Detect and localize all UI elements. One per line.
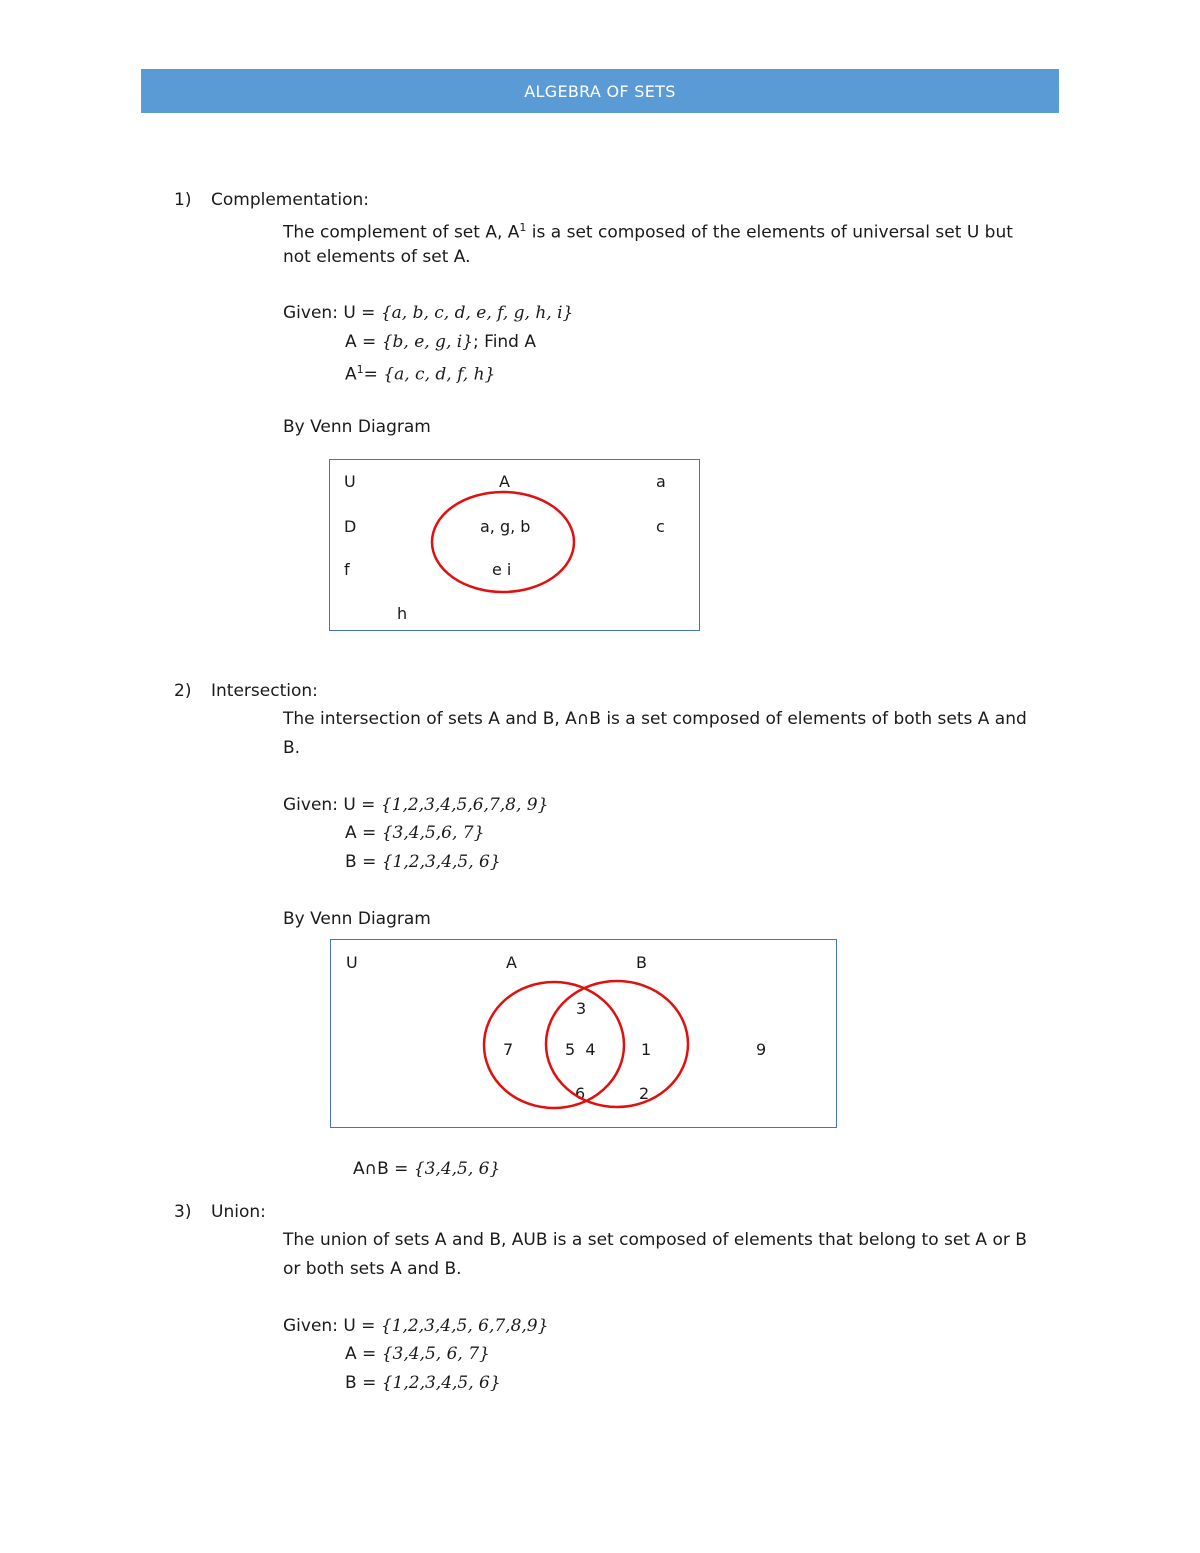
section-3-definition-line2: or both sets A and B. [283,1259,462,1279]
set-b: {1,2,3,4,5, 6} [381,852,501,872]
set-u: {a, b, c, d, e, f, g, h, i} [380,303,574,323]
set-a: {b, e, g, i} [381,332,474,352]
intersection-set: {3,4,5, 6} [413,1159,501,1179]
result-label: A∩B = [353,1159,414,1179]
section-2-definition-line2: B. [283,738,301,758]
section-3-given-b [345,1372,501,1394]
section-1-number: 1) [174,190,192,210]
superscript: 1 [356,363,364,376]
set-u: {1,2,3,4,5,6,7,8, 9} [380,795,549,815]
venn1-inner-elements-2: e i [492,560,512,579]
find-a-text: ; Find A [473,332,537,352]
page-header-title: ALGEBRA OF SETS [524,82,676,101]
venn1-element-h: h [397,604,408,623]
section-1-heading: Complementation: [211,190,369,210]
venn2-element-6: 6 [575,1084,586,1103]
section-2-result [353,1158,500,1180]
venn1-inner-elements-1: a, g, b [480,517,531,536]
section-2-definition-line1: The intersection of sets A and B, A∩B is a set composed of elements of both sets A and [283,709,1027,729]
venn2-element-3: 3 [576,999,587,1018]
set-a: {3,4,5,6, 7} [381,823,485,843]
section-3-definition-line1: The union of sets A and B, AUB is a set composed of elements that belong to set A or B [283,1230,1027,1250]
section-1-venn-caption: By Venn Diagram [283,417,431,437]
page-header-banner [141,69,1059,113]
section-2-heading: Intersection: [211,681,318,701]
comp-label: A [345,364,357,385]
text-fragment: is a set composed of the elements of universal set U but [526,222,1013,243]
comp-eq: = [363,364,384,385]
venn1-element-a: a [656,472,666,491]
venn2-elements-5-4: 5 4 [565,1040,596,1059]
set-b-circle [546,981,688,1107]
section-1-given-u [283,302,573,324]
venn-diagram-2 [330,939,837,1128]
text-fragment: The complement of set A, A [283,222,520,243]
section-1-definition-line2: not elements of set A. [283,247,471,267]
section-2-given-u [283,794,548,816]
b-label: B = [345,1373,382,1393]
venn1-label-a: A [499,472,510,491]
set-u: {1,2,3,4,5, 6,7,8,9} [380,1316,549,1336]
venn2-element-2: 2 [639,1084,650,1103]
section-2-number: 2) [174,681,192,701]
venn1-label-u: U [344,472,356,491]
set-b: {1,2,3,4,5, 6} [381,1373,501,1393]
section-3-given-a [345,1343,490,1365]
venn2-label-u: U [346,953,358,972]
set-a-circle [432,492,574,592]
a-label: A = [345,332,382,352]
venn2-element-9: 9 [756,1040,767,1059]
venn1-element-d: D [344,517,357,536]
set-a: {3,4,5, 6, 7} [381,1344,490,1364]
given-label: Given: U = [283,1316,381,1336]
a-label: A = [345,1344,382,1364]
section-3-heading: Union: [211,1202,266,1222]
section-1-complement [345,359,495,386]
a-label: A = [345,823,382,843]
section-1-given-a [345,331,536,353]
superscript: 1 [519,221,527,234]
section-2-venn-caption: By Venn Diagram [283,909,431,929]
given-label: Given: U = [283,795,381,815]
venn2-label-b: B [636,953,647,972]
section-3-given-u [283,1315,548,1337]
b-label: B = [345,852,382,872]
venn2-element-1: 1 [641,1040,652,1059]
section-3-number: 3) [174,1202,192,1222]
venn2-element-7: 7 [503,1040,514,1059]
set-a-circle [484,982,624,1108]
section-2-given-b [345,851,501,873]
venn1-circles [330,460,701,632]
complement-set: {a, c, d, f, h} [383,364,496,385]
section-1-definition-line1 [283,217,1013,244]
venn2-label-a: A [506,953,517,972]
section-2-given-a [345,822,484,844]
venn1-element-c: c [656,517,665,536]
venn2-circles [331,940,838,1129]
given-label: Given: U = [283,303,381,323]
venn1-element-f: f [344,560,350,579]
venn-diagram-1 [329,459,700,631]
